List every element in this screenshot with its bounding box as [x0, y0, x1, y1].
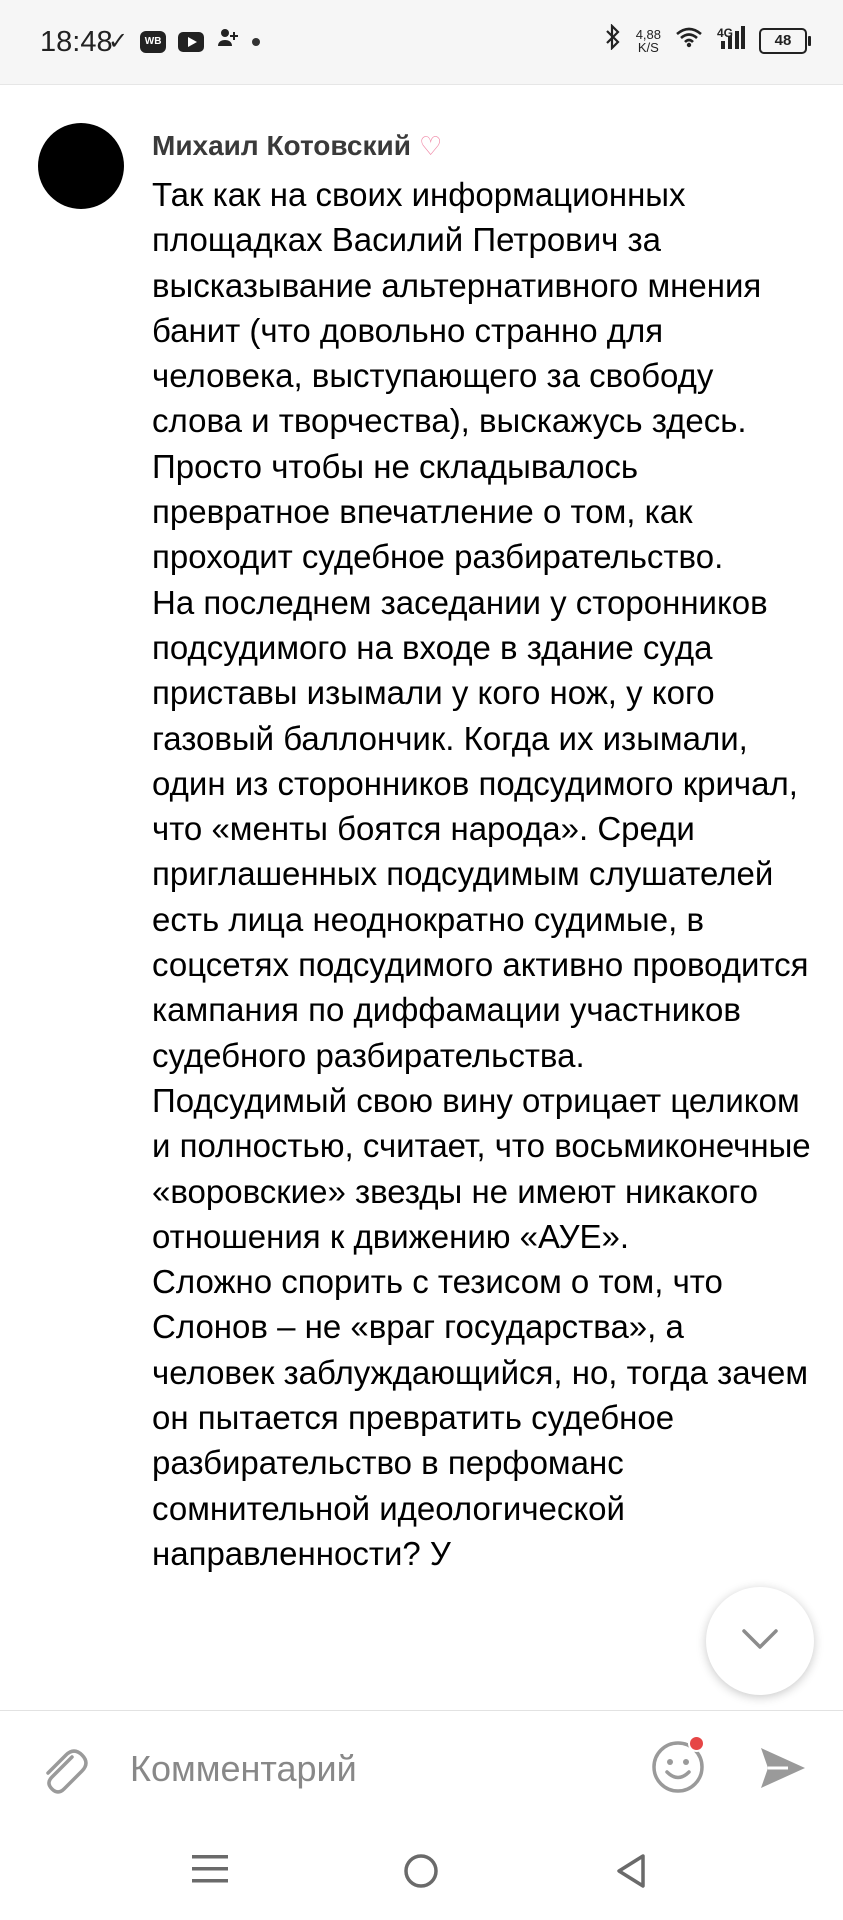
dot-icon — [252, 38, 260, 46]
comment-text — [152, 172, 812, 1710]
paperclip-icon[interactable] — [38, 1745, 88, 1802]
bluetooth-icon — [604, 24, 622, 57]
comment-paragraph: Так как на своих информационных площадках Василий Петрович за высказывание альтернативного мнения банит (что довольно странно для человека, выступающего за свободу слова и творчества), выскажусь здесь. Просто чтобы не складывалось превратное впечатление о том, как проходит судебное разбирательство. — [152, 176, 762, 576]
wifi-icon — [675, 26, 703, 55]
net-speed-value: 4,88 — [635, 26, 661, 42]
back-icon[interactable] — [614, 1852, 648, 1895]
network-type: 4G — [717, 26, 734, 40]
person-add-icon — [216, 26, 240, 57]
comment-input[interactable] — [128, 1735, 612, 1803]
youtube-icon — [178, 32, 204, 52]
check-icon: ✓ — [108, 27, 129, 55]
scroll-down-button[interactable] — [706, 1587, 814, 1695]
author-name[interactable]: Михаил Котовский — [152, 130, 411, 161]
battery-icon: 48 — [759, 28, 807, 54]
menu-icon[interactable] — [192, 1852, 228, 1891]
comment-paragraph: Сложно спорить с тезисом о том, что Слонов – не «враг государства», а человек заблуждающийся, но, тогда зачем он пытается превратить судебное разбирательство в перфоманс сомнительной идеологической направленности? У — [152, 1263, 809, 1572]
comment-bar — [0, 1710, 843, 1831]
system-nav-bar — [0, 1830, 843, 1920]
home-icon[interactable] — [402, 1852, 440, 1895]
send-icon[interactable] — [758, 1745, 808, 1796]
author-row — [152, 130, 442, 162]
status-left-icons — [108, 26, 260, 57]
net-speed — [636, 28, 661, 54]
chevron-down-icon — [740, 1627, 780, 1653]
status-time: 18:48 — [40, 26, 113, 58]
comment-paragraph: На последнем заседании у сторонников подсудимого на входе в здание суда приставы изымали у кого нож, у кого газовый баллончик. Когда их изымали, один из сторонников подсудимого кричал, что «менты боятся народа». Среди приглашенных подсудимым слушателей есть лица неоднократно судимые, в соцсетях подсудимого активно проводится кампания по диффамации участников судебного разбирательства. — [152, 583, 809, 1074]
notification-dot — [688, 1735, 705, 1752]
signal-icon — [717, 25, 745, 56]
status-right-icons — [604, 24, 807, 57]
avatar[interactable] — [38, 123, 124, 209]
comment-paragraph: Подсудимый свою вину отрицает целиком и полностью, считает, что восьмиконечные «воровские» звезды не имеют никакого отношения к движению «АУЕ». — [152, 1081, 811, 1255]
wb-icon: WB — [140, 31, 166, 53]
net-speed-unit: K/S — [637, 39, 659, 55]
status-bar — [0, 0, 843, 85]
heart-hand-icon: ♡ — [418, 130, 443, 161]
